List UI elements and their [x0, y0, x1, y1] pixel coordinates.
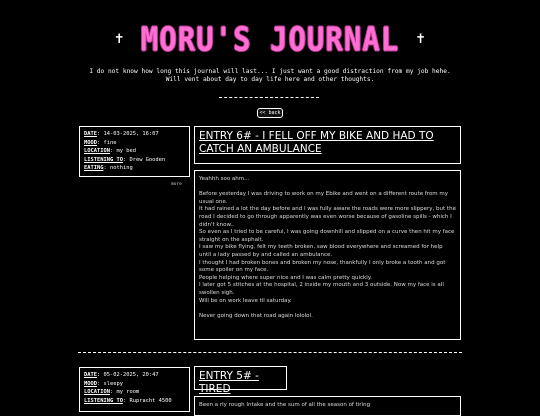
entry-paragraph: I later got 5 stitches at the hospital, 2 inside my mouth and 3 outside. Now my face is all swollen sigh. — [199, 282, 444, 296]
entry-paragraph: Before yesterday I was driving to work on my Ebike and went on a different route from my usual one. — [199, 191, 448, 205]
entry-meta-box — [79, 126, 190, 177]
meta-mood: MOOD: fine — [84, 139, 117, 146]
meta-listening: LISTENING TO: Drew Gooden — [84, 156, 166, 163]
intro-line-1: I do not know how long this journal will last... I just want a good distraction from my job hehe. — [89, 68, 451, 75]
meta-eating: EATING: nothing — [84, 165, 133, 172]
intro-line-2: Will vent about day to day life here and other thoughts. — [165, 76, 375, 83]
meta-date: DATE: 14-03-2025, 16:07 — [84, 131, 159, 137]
entry-paragraph: People helping where super nice and I was calm pretty quickly. — [199, 274, 372, 281]
journal-header — [0, 19, 540, 84]
entry-body — [194, 170, 461, 340]
page-title: MORU'S JOURNAL — [140, 19, 400, 59]
entry-meta-box — [79, 367, 190, 412]
entry-paragraph: Yeahhh soo ahm... — [199, 176, 250, 182]
entry-paragraph: It had rained a lot the day before and I was fully aware the roads were more slippery, but the road I decided to go through apparently was even worse because of gasoline spills - which I didn't know.. — [199, 206, 456, 228]
meta-date: DATE: 05-02-2025, 20:47 — [84, 372, 159, 378]
entry-paragraph: Will be on work leave til saturday. — [199, 297, 292, 304]
meta-mood: MOOD: sleepy — [84, 380, 123, 387]
entry-paragraph: I thought I had broken bones and broken my nose, thankfully I only broke a tooth and got some spoiler on my face. — [199, 259, 446, 274]
entry-paragraph: I saw my bike flying, felt my teeth broken, saw blood everywhere and screamed for help until a lady passed by and called an ambulance. — [199, 244, 443, 258]
meta-listening: LISTENING TO: Rupracht 4500 — [84, 397, 172, 404]
entry-paragraph: Never going down that road again lololol. — [199, 312, 313, 319]
intro-text — [0, 68, 540, 84]
title-row — [0, 19, 540, 59]
entry-spacer — [199, 305, 456, 313]
header-divider — [219, 97, 319, 98]
entry-divider — [78, 352, 462, 353]
more-link[interactable]: more — [171, 182, 182, 187]
entry-title[interactable]: ENTRY 5# - TIRED — [194, 366, 287, 390]
entry-body — [194, 396, 461, 416]
cross-right-icon: ✝ — [415, 31, 427, 47]
entry-spacer — [199, 184, 456, 192]
meta-location: LOCATION: my bed — [84, 148, 136, 155]
cross-left-icon: ✝ — [113, 31, 125, 47]
entry-paragraph: Been a rly rough Intake and the sum of all the season of tiring — [199, 402, 371, 408]
entry-title[interactable]: ENTRY 6# - I FELL OFF MY BIKE AND HAD TO CATCH AN AMBULANCE — [194, 126, 461, 164]
back-button[interactable]: << back — [257, 108, 283, 118]
entry-paragraph: So even as I tried to be careful, I was going downhill and slipped on a curve then hit my face straight on the asphalt. — [199, 229, 455, 243]
meta-location: LOCATION: my room — [84, 389, 140, 396]
